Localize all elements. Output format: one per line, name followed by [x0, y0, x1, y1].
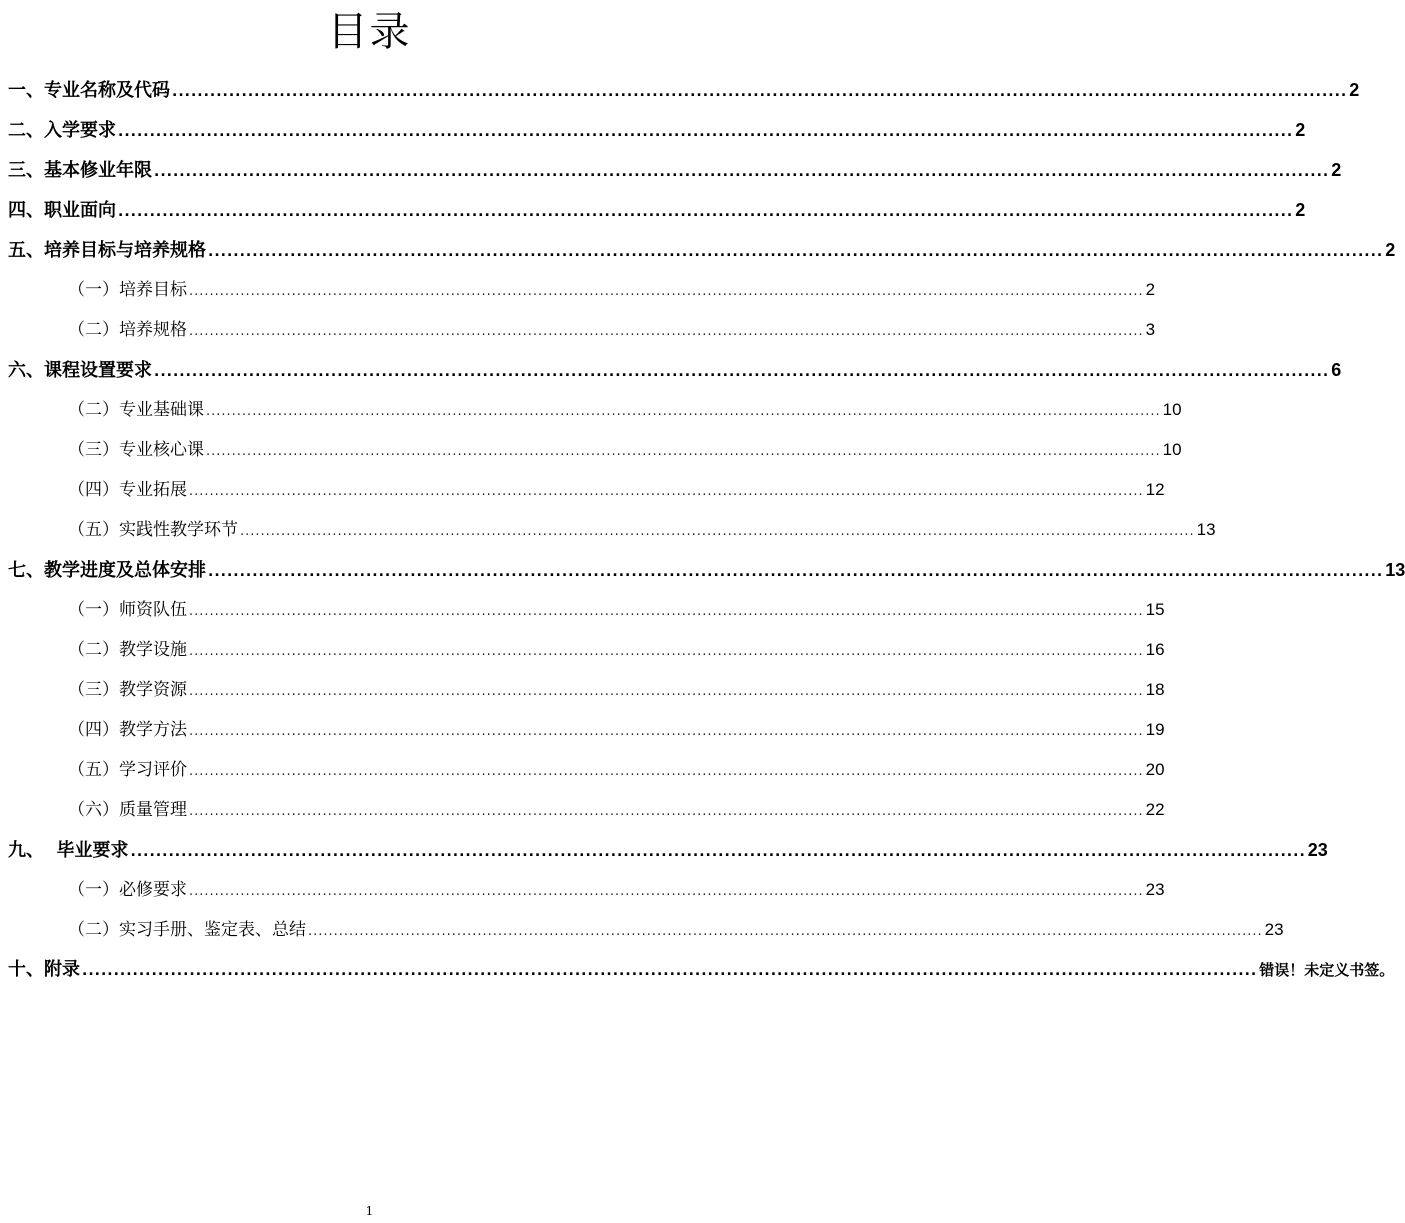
toc-leader-dots: ..........................................................................................................................................................................................: [189, 884, 1144, 899]
toc-entry[interactable]: [8, 830, 1328, 870]
toc-entry-label: （二）教学设施: [68, 640, 187, 660]
toc-leader-dots: ..........................................................................................................................................................................................: [240, 524, 1195, 539]
toc-leader-dots: ..........................................................................................................................................................................................: [154, 164, 1330, 180]
toc-entry-label: （三）专业核心课: [68, 440, 204, 460]
toc-entry-page: 3: [1145, 320, 1156, 339]
page-title: 目录: [327, 9, 412, 55]
toc-entry-label: （三）教学资源: [68, 680, 187, 700]
toc-entry-page: 2: [1331, 160, 1342, 180]
toc-leader-dots: ..........................................................................................................................................................................................: [189, 484, 1144, 499]
toc-entry-label: 二、入学要求: [8, 120, 116, 141]
toc-entry[interactable]: [8, 110, 1306, 150]
toc-entry-page: 6: [1331, 360, 1342, 380]
toc-entry-label: （一）师资队伍: [68, 600, 187, 620]
toc-subentry[interactable]: [8, 470, 1165, 510]
toc-subentry[interactable]: [8, 390, 1182, 430]
toc-entry-page: 12: [1145, 480, 1165, 499]
toc-entry-page: 20: [1145, 760, 1165, 779]
toc-entry-label: （二）实习手册、鉴定表、总结: [68, 920, 306, 940]
toc-entry-label: （四）专业拓展: [68, 480, 187, 500]
toc-entry[interactable]: [8, 550, 1405, 590]
toc-entry-label: （五）实践性教学环节: [68, 520, 238, 540]
toc-subentry[interactable]: [8, 630, 1165, 670]
toc-entry-page: 23: [1145, 880, 1165, 899]
toc-leader-dots: ..........................................................................................................................................................................................: [154, 364, 1330, 380]
toc-leader-dots: ..........................................................................................................................................................................................: [82, 963, 1258, 979]
toc-entry-label: 九、 毕业要求: [8, 840, 129, 861]
toc-entry-page: 16: [1145, 640, 1165, 659]
toc-subentry[interactable]: [8, 710, 1165, 750]
toc-leader-dots: ..........................................................................................................................................................................................: [308, 924, 1263, 939]
toc-entry-page: 15: [1145, 600, 1165, 619]
toc-entry-page: 10: [1162, 440, 1182, 459]
toc-subentry[interactable]: [8, 790, 1165, 830]
page-number: 1: [365, 1204, 374, 1218]
toc-leader-dots: ..........................................................................................................................................................................................: [206, 404, 1161, 419]
toc-entry-page: 22: [1145, 800, 1165, 819]
toc-leader-dots: ..........................................................................................................................................................................................: [189, 764, 1144, 779]
toc-entry-page: 18: [1145, 680, 1165, 699]
toc-entry-page: 13: [1385, 560, 1405, 580]
toc-leader-dots: ..........................................................................................................................................................................................: [118, 204, 1294, 220]
toc-entry-page: 13: [1196, 520, 1216, 539]
toc-entry-page: 2: [1145, 280, 1156, 299]
toc-entry-page: 19: [1145, 720, 1165, 739]
toc-entry-label: 七、教学进度及总体安排: [8, 560, 206, 581]
toc-leader-dots: ..........................................................................................................................................................................................: [208, 564, 1384, 580]
toc-subentry[interactable]: [8, 750, 1165, 790]
toc-entry-label: 五、培养目标与培养规格: [8, 240, 206, 261]
toc-entry-label: （六）质量管理: [68, 800, 187, 820]
toc-entry-label: 三、基本修业年限: [8, 160, 152, 181]
toc-leader-dots: ..........................................................................................................................................................................................: [172, 84, 1348, 100]
toc-entry-label: 六、课程设置要求: [8, 360, 152, 381]
toc-entry-label: 十、附录: [8, 959, 80, 980]
toc-subentry[interactable]: [8, 430, 1182, 470]
toc-leader-dots: ..........................................................................................................................................................................................: [118, 124, 1294, 140]
toc-entry-label: （一）必修要求: [68, 880, 187, 900]
toc-entry-page: 23: [1307, 840, 1328, 860]
toc-entry-page: 2: [1295, 120, 1306, 140]
toc-leader-dots: ..........................................................................................................................................................................................: [189, 324, 1144, 339]
toc-entry-page: 2: [1349, 80, 1360, 100]
toc-entry[interactable]: [8, 950, 1395, 990]
toc-entry[interactable]: [8, 230, 1396, 270]
toc-entry-label: （五）学习评价: [68, 760, 187, 780]
toc-leader-dots: ..........................................................................................................................................................................................: [189, 724, 1144, 739]
table-of-contents: [8, 70, 1405, 990]
toc-entry[interactable]: [8, 350, 1342, 390]
toc-subentry[interactable]: [8, 670, 1165, 710]
toc-leader-dots: ..........................................................................................................................................................................................: [189, 604, 1144, 619]
toc-leader-dots: ..........................................................................................................................................................................................: [189, 804, 1144, 819]
toc-subentry[interactable]: [8, 510, 1216, 550]
toc-entry[interactable]: [8, 70, 1360, 110]
toc-subentry[interactable]: [8, 910, 1284, 950]
toc-entry-page: 2: [1385, 240, 1396, 260]
toc-leader-dots: ..........................................................................................................................................................................................: [189, 684, 1144, 699]
toc-entry[interactable]: [8, 190, 1306, 230]
toc-entry-label: （二）培养规格: [68, 320, 187, 340]
toc-subentry[interactable]: [8, 270, 1156, 310]
toc-leader-dots: ..........................................................................................................................................................................................: [208, 244, 1384, 260]
toc-leader-dots: ..........................................................................................................................................................................................: [206, 444, 1161, 459]
toc-entry-page: 23: [1264, 920, 1284, 939]
toc-subentry[interactable]: [8, 590, 1165, 630]
toc-entry[interactable]: [8, 150, 1342, 190]
toc-leader-dots: ..........................................................................................................................................................................................: [189, 284, 1144, 299]
toc-entry-label: （四）教学方法: [68, 720, 187, 740]
toc-entry-page: 2: [1295, 200, 1306, 220]
toc-entry-label: 一、专业名称及代码: [8, 80, 170, 101]
toc-entry-label: （一）培养目标: [68, 280, 187, 300]
toc-entry-error-text: 错误！未定义书签。: [1259, 962, 1395, 979]
toc-leader-dots: ..........................................................................................................................................................................................: [130, 844, 1306, 860]
toc-entry-label: （二）专业基础课: [68, 400, 204, 420]
toc-subentry[interactable]: [8, 870, 1165, 910]
toc-leader-dots: ..........................................................................................................................................................................................: [189, 644, 1144, 659]
toc-entry-label: 四、职业面向: [8, 200, 116, 221]
toc-subentry[interactable]: [8, 310, 1156, 350]
toc-entry-page: 10: [1162, 400, 1182, 419]
